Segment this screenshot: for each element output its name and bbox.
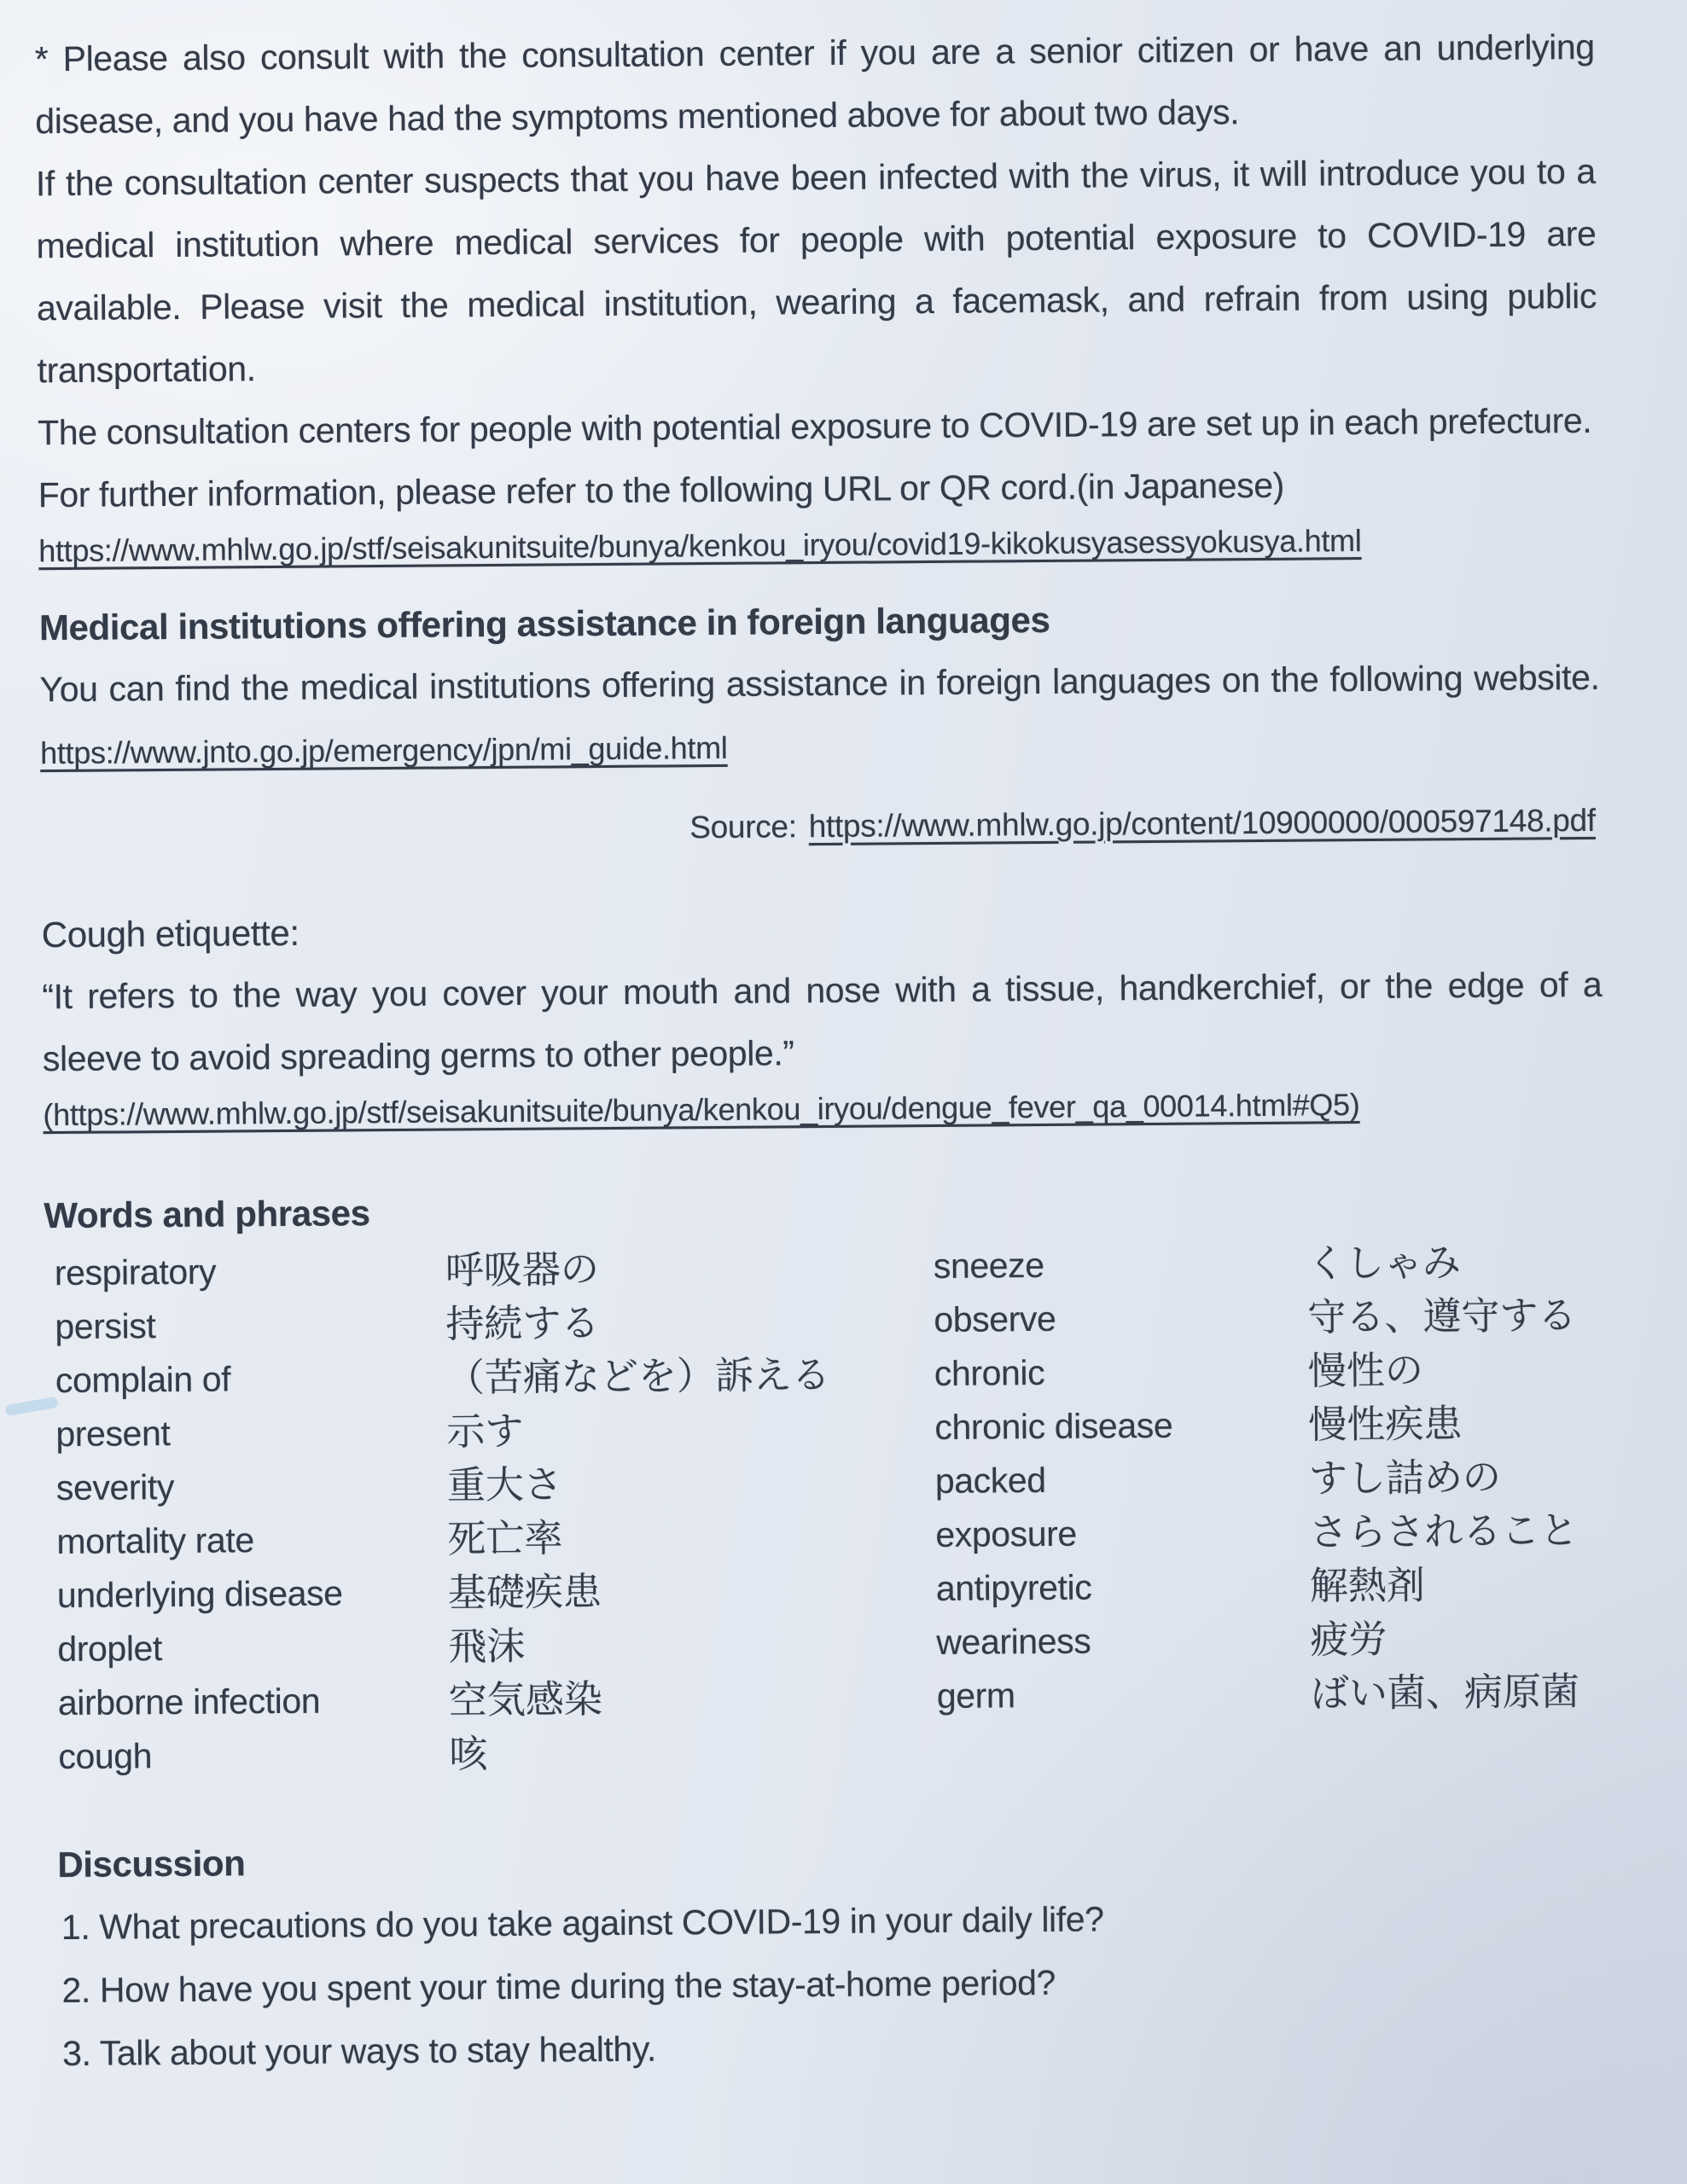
cough-etiquette-quote: “It refers to the way you cover your mouth and nose with a tissue, handkerchief, or the edge of a sleeve to avoid spreading germs to other people.” [42,964,1603,1079]
discussion-question-3: 3. Talk about your ways to stay healthy. [61,2029,657,2074]
source-url-link[interactable]: https://www.mhlw.go.jp/content/10900000/000597148.pdf [808,802,1596,845]
vocab-term-jp: 基礎疾患 [447,1570,602,1615]
vocabulary-table [44,1234,1608,1784]
vocab-term-en: weariness [936,1621,1091,1662]
vocab-term-jp: 持続する [445,1301,600,1346]
source-label: Source: [689,809,797,845]
section-discussion [49,1821,1610,2085]
vocab-term-en: packed [934,1460,1046,1501]
dengue-reference-url-link[interactable]: (https://www.mhlw.go.jp/stf/seisakunitsuite/bunya/kenkou_iryou/dengue_fever_qa_00014.html#Q5) [43,1087,1360,1133]
vocab-term-en: underlying disease [56,1573,343,1616]
vocab-term-jp: くしゃみ [1306,1240,1462,1286]
vocab-term-en: antipyretic [935,1567,1092,1608]
vocab-term-en: airborne infection [57,1681,321,1723]
vocab-term-jp: 慢性の [1307,1348,1424,1393]
intro-paragraph-3: The consultation centers for people with potential exposure to COVID-19 are set up in each prefecture. [37,400,1592,453]
cough-etiquette-heading: Cough etiquette: [41,912,300,956]
intro-paragraph-2: If the consultation center suspects that you have been infected with the virus, it will introduce you to a medical institution where medical services for people with potential exposure to COVID-19 are available. Please visit the medical institution, wearing a facemask, and refrain from using public transportation. [35,151,1597,391]
vocab-term-jp: （苦痛などを）訴える [445,1352,831,1400]
intro-paragraph-1: * Please also consult with the consultation center if you are a senior citizen or have an underlying disease, and you have had the symptoms mentioned above for about two days. [34,26,1595,142]
vocab-term-jp: 守る、遵守する [1307,1293,1577,1339]
vocab-term-en: severity [55,1467,175,1508]
vocab-term-jp: 慢性疾患 [1308,1402,1463,1447]
section-medical-institutions [39,584,1601,784]
words-and-phrases-heading: Words and phrases [44,1193,370,1236]
section-words-and-phrases [44,1172,1608,1784]
medical-institutions-heading: Medical institutions offering assistance in foreign languages [38,599,1050,648]
vocab-term-en: mortality rate [56,1520,254,1562]
source-line [41,796,1601,857]
discussion-heading: Discussion [57,1843,246,1885]
vocab-term-en: respiratory [54,1252,217,1293]
vocab-term-en: exposure [935,1513,1077,1554]
vocab-term-jp: 解熱剤 [1309,1563,1426,1608]
vocab-term-en: germ [936,1676,1015,1716]
vocab-term-jp: 飛沫 [448,1623,526,1669]
jnto-guide-url-link[interactable]: https://www.jnto.go.jp/emergency/jpn/mi_guide.html [39,729,728,771]
vocab-term-jp: 疲労 [1310,1617,1387,1662]
discussion-question-2: 2. How have you spent your time during the stay-at-home period? [61,1962,1056,2011]
vocab-term-jp: ばい菌、病原菌 [1310,1670,1580,1716]
vocab-term-en: droplet [57,1629,163,1670]
page-content [34,16,1610,2085]
vocab-term-en: chronic disease [934,1405,1173,1447]
vocab-term-en: sneeze [933,1245,1044,1286]
vocab-term-jp [1311,1718,1608,1774]
intro-paragraph-4: For further information, please refer to the following URL or QR cord.(in Japanese) [38,465,1285,515]
vocab-term-jp: 示す [446,1409,524,1454]
medical-institutions-body [39,647,1600,784]
vocab-term-jp: 空気感染 [448,1677,603,1722]
vocab-term-en: persist [55,1306,156,1347]
section-cough-etiquette [42,892,1603,1140]
vocab-term-en: cough [58,1736,153,1777]
vocab-term-en [937,1721,1311,1777]
vocab-term-jp: すし詰めの [1308,1455,1502,1501]
vocab-term-jp: さらされること [1309,1508,1579,1554]
discussion-question-1: 1. What precautions do you take against COVID-19 in your daily life? [61,1899,1104,1948]
vocab-term-jp: 呼吸器の [445,1247,600,1292]
section-consultation-info [34,16,1598,576]
covid-consultation-url-link[interactable]: https://www.mhlw.go.jp/stf/seisakunitsuite/bunya/kenkou_iryou/covid19-kikokusyasessyokusya.html [38,523,1362,569]
vocab-term-jp: 咳 [449,1732,488,1776]
vocab-term-jp: 重大さ [446,1462,563,1507]
vocab-term-en: complain of [55,1359,231,1401]
vocab-term-en: present [55,1414,171,1455]
vocab-term-en: observe [934,1298,1056,1339]
vocab-term-jp: 死亡率 [447,1516,563,1561]
vocab-term-en: chronic [934,1352,1045,1393]
medical-institutions-text: You can find the medical institutions offering assistance in foreign languages on the following website. [39,657,1600,710]
